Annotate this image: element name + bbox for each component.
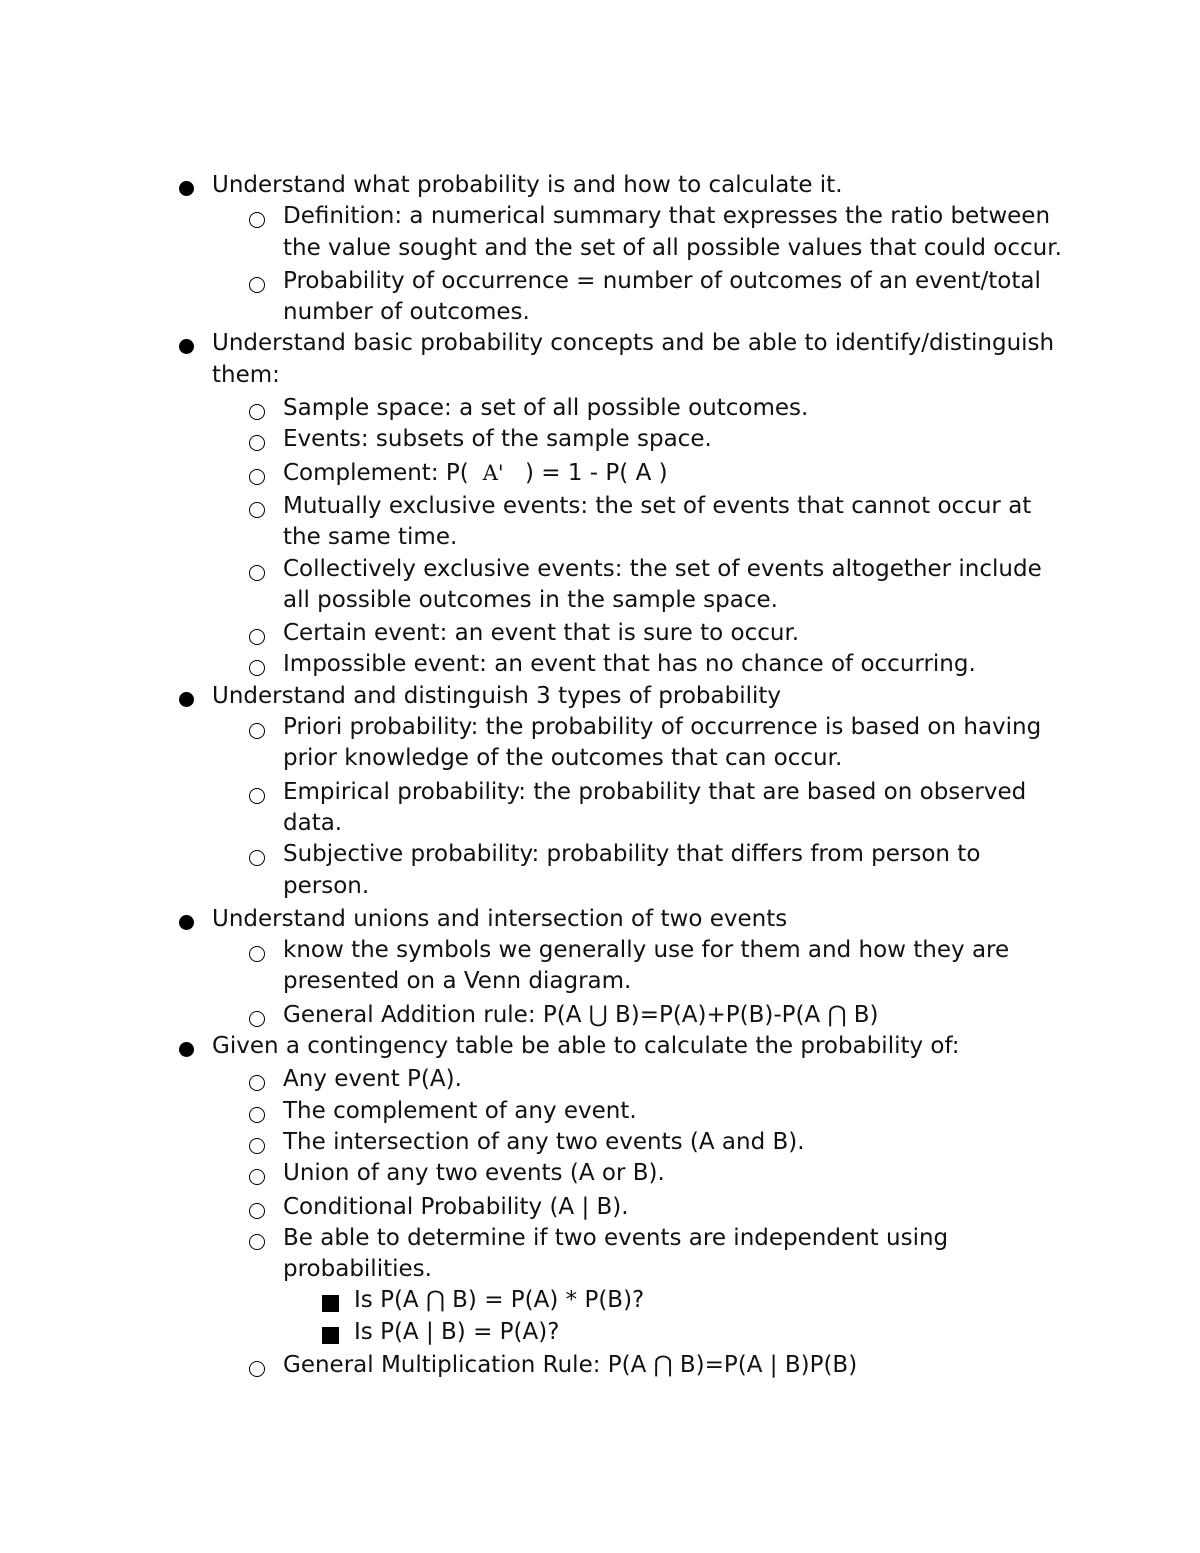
hollow-bullet-icon — [249, 502, 265, 518]
hollow-bullet-icon — [249, 1107, 265, 1123]
hollow-bullet-icon — [249, 212, 265, 228]
list-item — [0, 1000, 1063, 1031]
list-item-text: Probability of occurrence = number of outcomes of an event/total number of outcomes. — [283, 267, 1041, 326]
list-item — [0, 1192, 1063, 1223]
list-item-text: General Multiplication Rule: P(A ⋂ B)=P(A | B)P(B) — [283, 1351, 858, 1378]
list-item-text: Certain event: an event that is sure to occur. — [283, 620, 800, 647]
complement-symbol: A' — [482, 460, 504, 485]
list-item-text: Is P(A | B) = P(A)? — [354, 1318, 560, 1345]
hollow-bullet-icon — [249, 435, 265, 451]
list-item-text: Priori probability: the probability of occurrence is based on having prior knowledge of the outcomes that can occur. — [283, 714, 1042, 772]
filled-bullet-icon — [179, 1042, 194, 1057]
list-item — [0, 904, 1062, 935]
filled-bullet-icon — [179, 339, 194, 354]
list-item-text: Understand what probability is and how to calculate it. — [212, 172, 843, 198]
list-item-text: Empirical probability: the probability that are based on observed data. — [283, 778, 1027, 836]
list-item — [0, 424, 1063, 455]
list-item-text: Is P(A ⋂ B) = P(A) * P(B)? — [354, 1287, 645, 1314]
list-item-text: Be able to determine if two events are independent using probabilities. — [283, 1224, 949, 1283]
hollow-bullet-icon — [249, 1203, 265, 1219]
list-item-text: The intersection of any two events (A and B). — [283, 1128, 805, 1155]
square-bullet-icon — [322, 1295, 339, 1312]
list-item — [0, 491, 1063, 554]
list-item — [0, 458, 1063, 489]
hollow-bullet-icon — [249, 469, 265, 485]
square-bullet-icon — [322, 1327, 339, 1344]
hollow-bullet-icon — [249, 277, 265, 293]
list-item-text: General Addition rule: P(A ⋃ B)=P(A)+P(B)-P(A ⋂ B) — [283, 1001, 879, 1028]
list-item — [0, 266, 1063, 329]
list-item — [0, 1223, 1063, 1286]
hollow-bullet-icon — [249, 629, 265, 645]
list-item-text: Union of any two events (A or B). — [283, 1160, 665, 1187]
list-item-text: Subjective probability: probability that differs from person to person. — [283, 841, 981, 899]
hollow-bullet-icon — [249, 565, 265, 581]
list-item-text: Any event P(A). — [283, 1066, 462, 1093]
hollow-bullet-icon — [249, 788, 265, 804]
list-item — [0, 393, 1063, 424]
list-item — [0, 1031, 1062, 1062]
hollow-bullet-icon — [249, 404, 265, 420]
filled-bullet-icon — [179, 181, 194, 196]
hollow-bullet-icon — [249, 723, 265, 739]
list-item — [0, 328, 1062, 391]
list-item-text: Given a contingency table be able to calculate the probability of: — [212, 1033, 960, 1060]
filled-bullet-icon — [179, 692, 194, 707]
list-item-text: Collectively exclusive events: the set of events altogether include all possible outcomes in the sample space. — [283, 555, 1042, 613]
hollow-bullet-icon — [249, 1234, 265, 1250]
list-item — [0, 1317, 1054, 1348]
list-item — [0, 777, 1063, 840]
list-item-text: Events: subsets of the sample space. — [283, 426, 712, 453]
list-item-text: Mutually exclusive events: the set of events that cannot occur at the same time. — [283, 492, 1032, 551]
list-item — [0, 618, 1063, 649]
list-item — [0, 554, 1063, 617]
hollow-bullet-icon — [249, 1169, 265, 1185]
list-item-text: Conditional Probability (A | B). — [283, 1193, 629, 1220]
list-item — [0, 170, 1062, 201]
list-item-text: Understand unions and intersection of two events — [212, 905, 788, 932]
outline-list — [0, 170, 1200, 1381]
list-item — [0, 1096, 1063, 1127]
hollow-bullet-icon — [249, 660, 265, 676]
hollow-bullet-icon — [249, 1011, 265, 1027]
list-item — [0, 1285, 1054, 1316]
list-item — [0, 1350, 1063, 1381]
list-item — [0, 839, 1063, 902]
list-item — [0, 935, 1063, 998]
list-item — [0, 1127, 1063, 1158]
list-item — [0, 1158, 1063, 1189]
list-item — [0, 201, 1063, 264]
hollow-bullet-icon — [249, 946, 265, 962]
list-item — [0, 681, 1062, 712]
list-item-text: Sample space: a set of all possible outcomes. — [283, 395, 809, 422]
list-item-text: Understand and distinguish 3 types of probability — [212, 682, 781, 709]
list-item-text: ) = 1 - P( A ) — [517, 459, 668, 486]
hollow-bullet-icon — [249, 850, 265, 866]
list-item-text: The complement of any event. — [283, 1097, 637, 1124]
list-item-text: Understand basic probability concepts and be able to identify/distinguish them: — [212, 330, 1055, 388]
list-item — [0, 712, 1063, 775]
list-item-text: Impossible event: an event that has no chance of occurring. — [283, 651, 976, 678]
hollow-bullet-icon — [249, 1138, 265, 1154]
hollow-bullet-icon — [249, 1361, 265, 1377]
list-item-text: Complement: P( — [283, 459, 469, 486]
list-item — [0, 649, 1063, 680]
filled-bullet-icon — [179, 915, 194, 930]
list-item-text: know the symbols we generally use for them and how they are presented on a Venn diagram. — [283, 937, 1010, 995]
hollow-bullet-icon — [249, 1075, 265, 1091]
list-item — [0, 1064, 1063, 1095]
list-item-text: Definition: a numerical summary that expresses the ratio between the value sought and the set of all possible values that could occur. — [283, 203, 1062, 261]
